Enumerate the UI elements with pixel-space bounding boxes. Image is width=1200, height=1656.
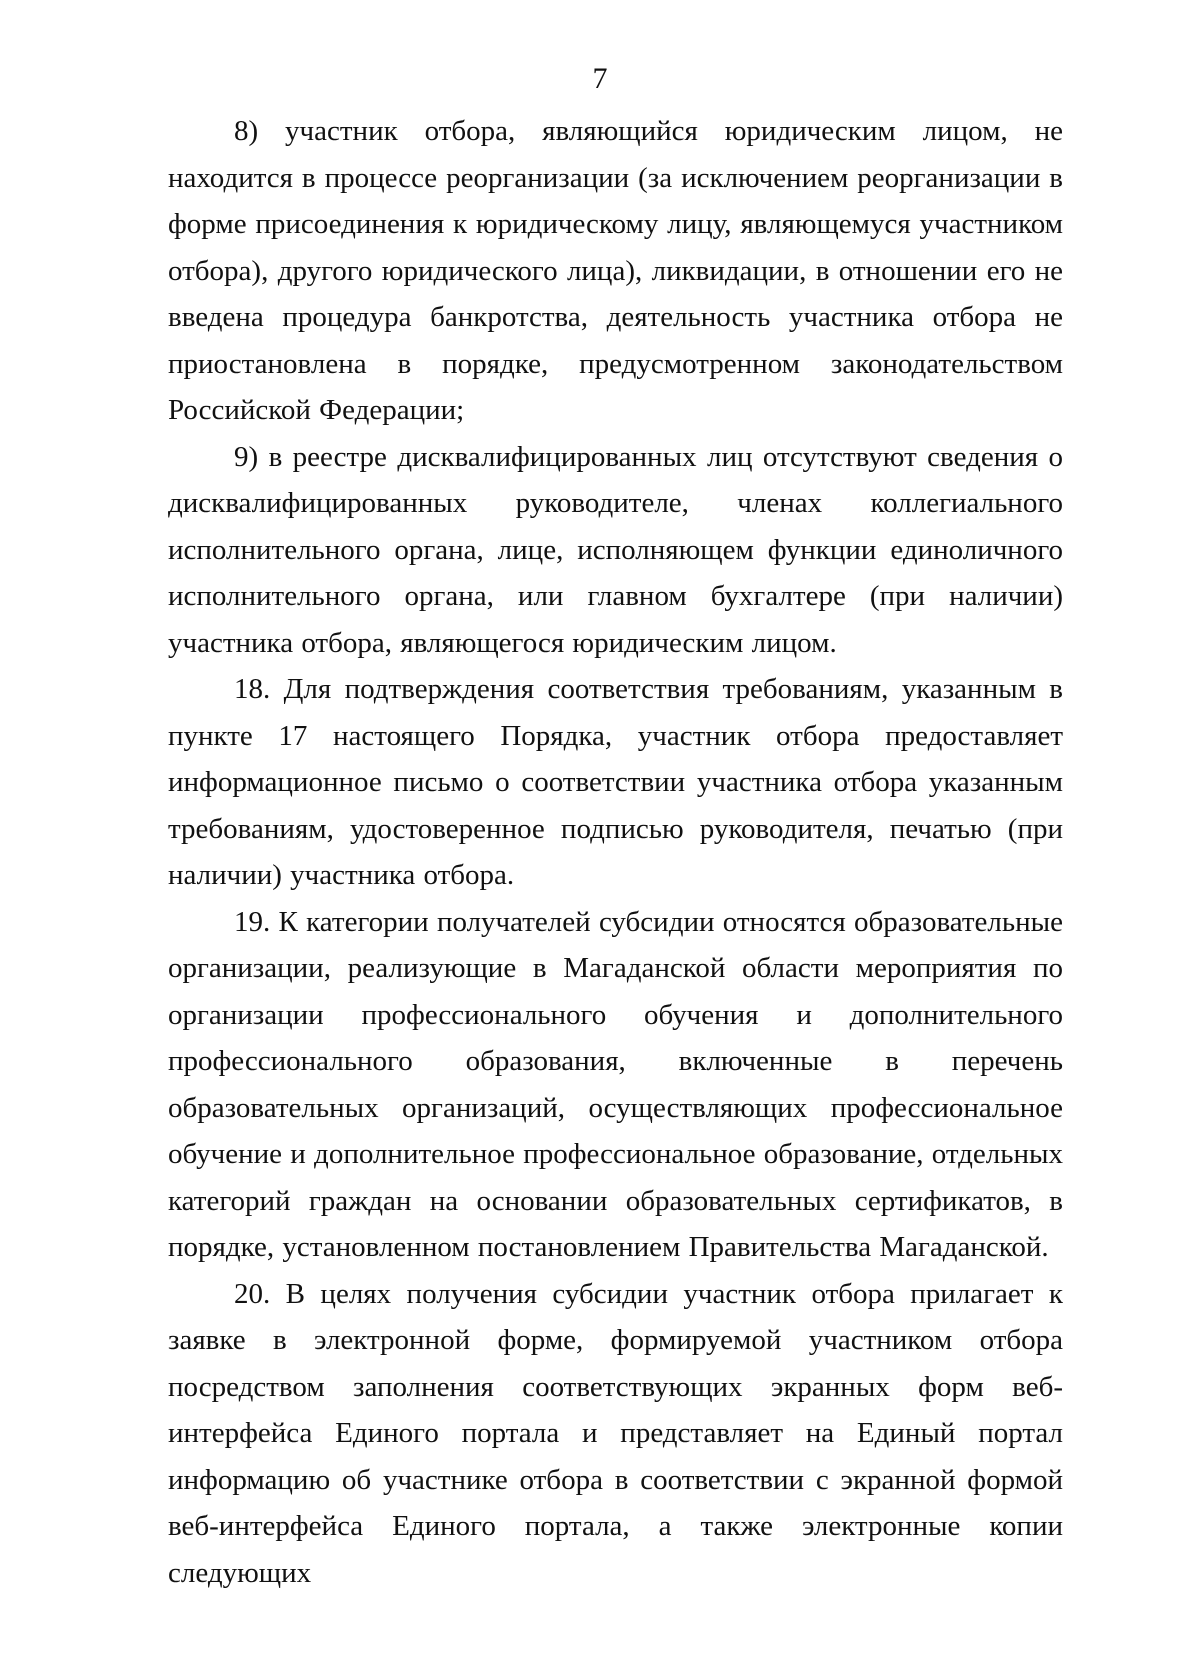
paragraph-clause-18: 18. Для подтверждения соответствия требованиям, указанным в пункте 17 настоящего Порядка, участник отбора предоставляет информационное письмо о соответствии участника отбора указанным требованиям, удостоверенное подписью руководителя, печатью (при наличии) участника отбора.: [168, 673, 1063, 891]
paragraph-clause-19: 19. К категории получателей субсидии относятся образовательные организации, реализующие в Магаданской области мероприятия по организации профессионального обучения и дополнительного профессионального образования, включенные в перечень образовательных организаций, осуществляющих профессиональное обучение и дополнительное профессиональное образование, отдельных категорий граждан на основании образовательных сертификатов, в порядке, установленном постановлением Правительства Магаданской.: [168, 905, 1063, 1263]
paragraph-item-9: 9) в реестре дисквалифицированных лиц отсутствуют сведения о дисквалифицированных руководителе, членах коллегиального исполнительного органа, лице, исполняющем функции единоличного исполнительного органа, или главном бухгалтере (при наличии) участника отбора, являющегося юридическим лицом.: [168, 440, 1063, 659]
paragraph-clause-20: 20. В целях получения субсидии участник отбора прилагает к заявке в электронной форме, формируемой участником отбора посредством заполнения соответствующих экранных форм веб-интерфейса Единого портала и представляет на Единый портал информацию об участнике отбора в соответствии с экранной формой веб-интерфейса Единого портала, а также электронные копии следующих: [168, 1277, 1063, 1589]
page-number: 7: [592, 62, 608, 95]
document-body: [168, 108, 1063, 1596]
paragraph-item-8: 8) участник отбора, являющийся юридическим лицом, не находится в процессе реорганизации (за исключением реорганизации в форме присоединения к юридическому лицу, являющемуся участником отбора), другого юридического лица), ликвидации, в отношении его не введена процедура банкротства, деятельность участника отбора не приостановлена в порядке, предусмотренном законодательством Российской Федерации;: [168, 115, 1063, 426]
